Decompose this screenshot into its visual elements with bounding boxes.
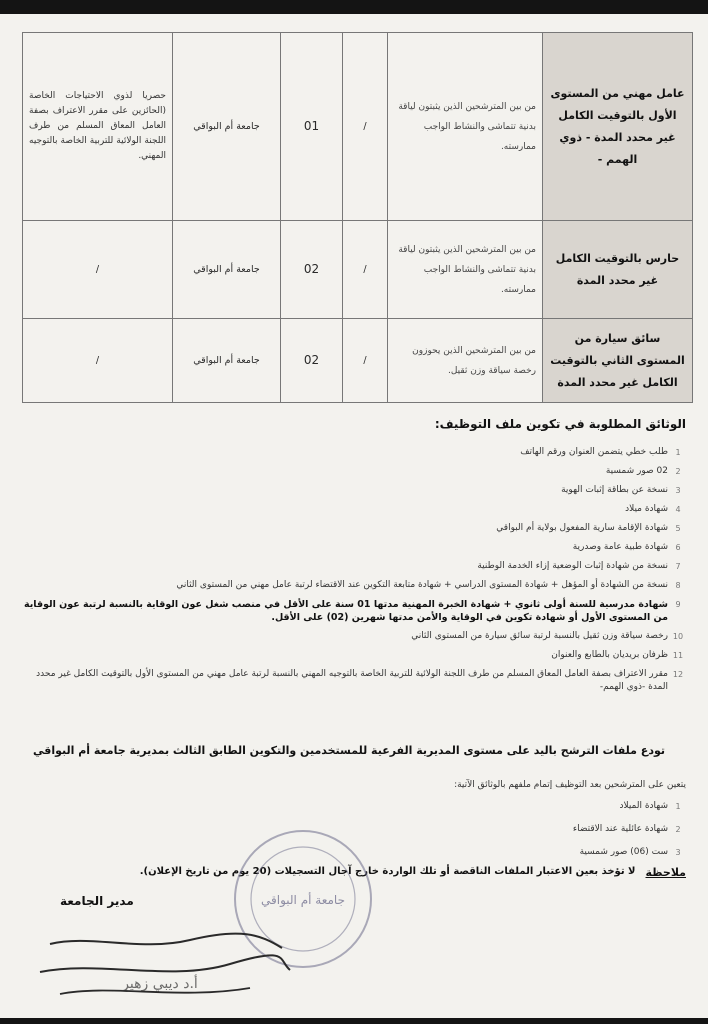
- item-number: 7: [675, 562, 681, 571]
- list-item: [16, 598, 688, 624]
- job-col3: /: [343, 319, 388, 403]
- item-text: ظرفان بريديان بالطابع والعنوان: [551, 650, 668, 660]
- item-text: مقرر الاعتراف بصفة العامل المعاق المسلم من طرف اللجنة الولائية للتربية الخاصة بالتوجيه المهني بالنسبة لرتبة عامل مهني من المستوى الأول بالتوقيت الكامل غير محدد المدة -ذوي الهمم-: [36, 669, 668, 692]
- item-text: شهادة الميلاد: [619, 801, 668, 811]
- job-count: 01: [281, 33, 343, 221]
- list-item: [16, 446, 688, 459]
- item-number: 4: [675, 505, 681, 514]
- item-number: 3: [675, 848, 681, 857]
- list-item: [16, 465, 688, 478]
- item-text: رخصة سياقة وزن ثقيل بالنسبة لرتبة سائق سيارة من المستوى الثاني: [411, 631, 668, 641]
- job-notes: /: [23, 319, 173, 403]
- item-number: 2: [675, 825, 681, 834]
- job-place: جامعة أم البواقي: [173, 221, 281, 319]
- item-text: نسخة من الشهادة أو المؤهل + شهادة المستوى الدراسي + شهادة متابعة التكوين عند الاقتضاء لرتبة عامل مهني من المستوى الثاني: [176, 580, 668, 590]
- item-text: شهادة طبية عامة وصدرية: [572, 542, 668, 552]
- item-number: 1: [675, 448, 681, 457]
- list-item: [16, 630, 688, 643]
- item-text: شهادة عائلية عند الاقتضاء: [572, 824, 668, 834]
- after-hiring-title: يتعين على المترشحين بعد التوظيف إتمام ملفهم بالوثائق الآتية:: [454, 780, 686, 790]
- bottom-black-border: [0, 1018, 708, 1024]
- top-black-border: [0, 0, 708, 14]
- item-text: شهادة مدرسية للسنة أولى ثانوي + شهادة الخبرة المهنية مدتها 01 سنة على الأقل في منصب شغل عون الوقاية بالنسبة لرتبة عون الوقاية من المستوى الأول أو شهادة تكوين في الوقاية والأمن مدتها شهرين (02) على الأقل.: [23, 599, 668, 623]
- item-number: 9: [675, 600, 681, 609]
- deposit-instruction: تودع ملفات الترشح باليد على مستوى المديرية الفرعية للمستخدمين والتكوين الطابق الثالث بمديرية جامعة أم البواقي: [33, 744, 665, 757]
- signature-text: أ.د ديبي زهير: [122, 976, 198, 992]
- job-condition: من بين المترشحين الذين يثبتون لياقة بدنية تتماشى والنشاط الواجب ممارسته.: [388, 221, 543, 319]
- item-number: 2: [675, 467, 681, 476]
- list-item: [16, 484, 688, 497]
- note-label: ملاحظة: [645, 866, 686, 879]
- item-text: طلب خطي يتضمن العنوان ورقم الهاتف: [520, 447, 668, 457]
- table-row: [23, 319, 693, 403]
- item-text: شهادة ميلاد: [625, 504, 668, 514]
- stamp-text: جامعة أم البواقي: [261, 893, 345, 907]
- job-count: 02: [281, 319, 343, 403]
- item-text: نسخة عن بطاقة إثبات الهوية: [561, 485, 668, 495]
- job-col3: /: [343, 33, 388, 221]
- list-item: [16, 560, 688, 573]
- item-number: 8: [675, 581, 681, 590]
- jobs-table: [22, 32, 693, 403]
- item-text: ست (06) صور شمسية: [579, 847, 668, 857]
- job-post: حارس بالتوقيت الكامل غير محدد المدة: [543, 221, 693, 319]
- document-page: [0, 14, 708, 1022]
- docs-title: الوثائق المطلوبة في تكوين ملف التوظيف:: [434, 417, 686, 431]
- docs-list: [16, 446, 688, 700]
- list-item: [16, 541, 688, 554]
- list-item: [16, 522, 688, 535]
- job-notes: /: [23, 221, 173, 319]
- job-post: سائق سيارة من المستوى الثاني بالتوقيت الكامل غير محدد المدة: [543, 319, 693, 403]
- job-place: جامعة أم البواقي: [173, 33, 281, 221]
- job-col3: /: [343, 221, 388, 319]
- item-text: 02 صور شمسية: [605, 466, 668, 476]
- table-row: [23, 33, 693, 221]
- list-item: [16, 668, 688, 694]
- job-count: 02: [281, 221, 343, 319]
- item-text: نسخة من شهادة إثبات الوضعية إزاء الخدمة الوطنية: [477, 561, 668, 571]
- item-number: 12: [672, 670, 684, 679]
- item-number: 11: [672, 651, 684, 660]
- signature: [20, 904, 300, 1004]
- list-item: [16, 579, 688, 592]
- job-place: جامعة أم البواقي: [173, 319, 281, 403]
- job-condition: من بين المترشحين الذين يثبتون لياقة بدنية تتماشى والنشاط الواجب ممارسته.: [388, 33, 543, 221]
- list-item: [16, 800, 688, 813]
- list-item: [16, 649, 688, 662]
- item-text: شهادة الإقامة سارية المفعول بولاية أم البواقي: [496, 523, 668, 533]
- item-number: 5: [675, 524, 681, 533]
- item-number: 6: [675, 543, 681, 552]
- job-condition: من بين المترشحين الذين يحوزون رخصة سياقة وزن ثقيل.: [388, 319, 543, 403]
- job-notes: حصريا لذوي الاحتياجات الخاصة (الحائزين على مقرر الاعتراف بصفة العامل المعاق المسلم من طرف اللجنة الولائية للتربية الخاصة بالتوجيه المهني.: [23, 33, 173, 221]
- item-number: 1: [675, 802, 681, 811]
- item-number: 3: [675, 486, 681, 495]
- director-title: مدير الجامعة: [60, 894, 134, 908]
- job-post: عامل مهني من المستوى الأول بالتوقيت الكامل غير محدد المدة - ذوي الهمم -: [543, 33, 693, 221]
- table-row: [23, 221, 693, 319]
- note-text: لا تؤخذ بعين الاعتبار الملفات الناقصة أو تلك الواردة خارج آجال التسجيلات (20 يوم من تاريخ الإعلان).: [139, 866, 636, 877]
- list-item: [16, 503, 688, 516]
- item-number: 10: [672, 632, 684, 641]
